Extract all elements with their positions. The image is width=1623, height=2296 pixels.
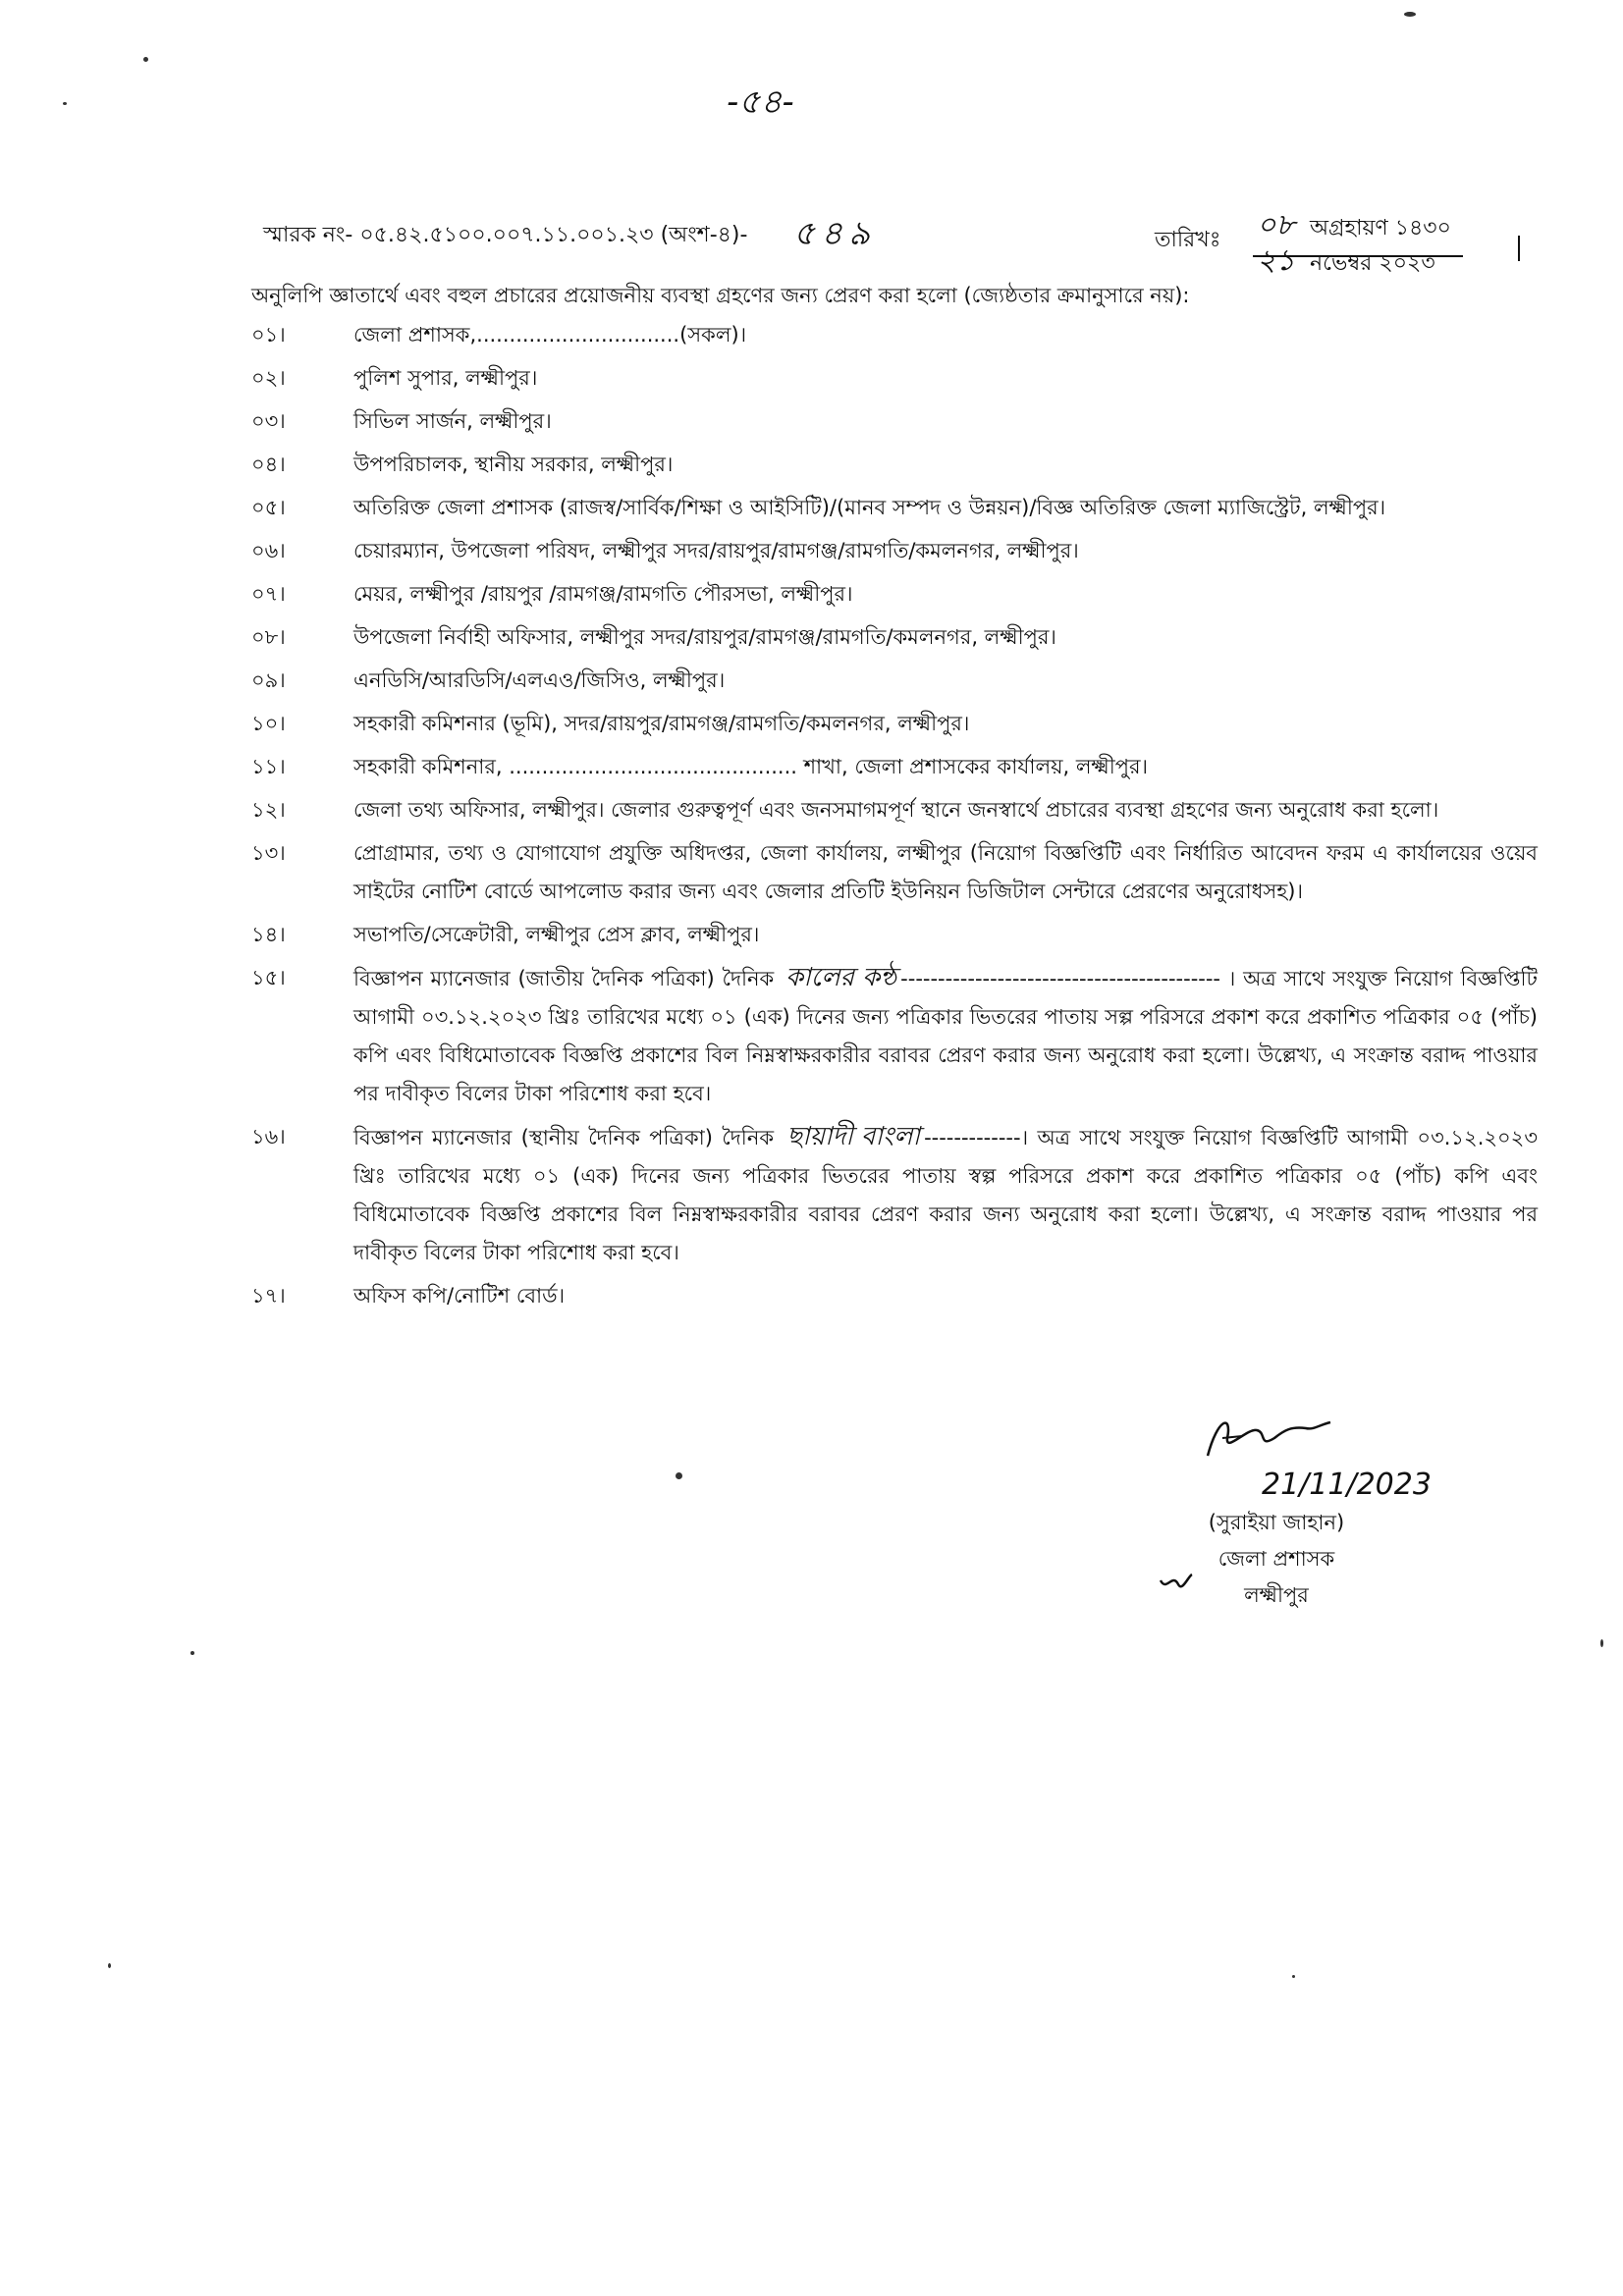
list-item: [251, 662, 1538, 700]
item-number: ০১।: [251, 323, 286, 347]
page-number: -৫৪-: [727, 82, 794, 122]
signature-handwritten-date: 21/11/2023: [1262, 1468, 1432, 1502]
date-bengali-month-year: অগ্রহায়ণ ১৪৩০: [1309, 216, 1451, 240]
item-number: ০৭।: [251, 582, 286, 606]
item-text: মেয়র, লক্ষ্মীপুর /রায়পুর /রামগঞ্জ/রামগতি পৌরসভা, লক্ষ্মীপুর।: [353, 582, 853, 606]
item-number: ১২।: [251, 798, 286, 822]
item-text: [353, 1118, 1538, 1272]
signatory-location: লক্ষ্মীপুর: [1244, 1583, 1309, 1607]
list-item: [251, 446, 1538, 484]
item-text: সহকারী কমিশনার, ............................................ শাখা, জেলা প্রশাসকের কার্যালয়, লক্ষ্মীপুর।: [353, 755, 1149, 778]
list-item: [251, 748, 1538, 786]
scan-speck: [1404, 12, 1416, 17]
item-text: সভাপতি/সেক্রেটারী, লক্ষ্মীপুর প্রেস ক্লাব, লক্ষ্মীপুর।: [353, 923, 760, 946]
date-block: [1155, 201, 1528, 278]
date-english-month-year: নভেম্বর ২০২৩: [1309, 251, 1435, 276]
item-number: ০৯।: [251, 668, 286, 692]
item-text: এনডিসি/আরডিসি/এলএও/জিসিও, লক্ষ্মীপুর।: [353, 668, 726, 692]
item-number: ১৫।: [251, 966, 286, 989]
list-item: [251, 489, 1538, 527]
date-bengali-day: ০৮: [1257, 208, 1295, 242]
date-english-day: ২১: [1257, 243, 1295, 278]
scan-speck: [63, 102, 67, 105]
scan-speck: [108, 1963, 111, 1968]
signatory-title: জেলা প্রশাসক: [1217, 1547, 1335, 1571]
scan-speck: [1292, 1975, 1295, 1978]
list-item: [251, 834, 1538, 911]
memo-handwritten-number: ৫৪৯: [793, 214, 877, 253]
item-text-body: ------------------------------------------- । অত্র সাথে সংযুক্ত নিয়োগ বিজ্ঞপ্তিটি আগামী ০৩.১২.২০২৩ খ্রিঃ তারিখের মধ্যে ০১ (এক) দিনের জন্য পত্রিকার ভিতরের পাতায় সল্প পরিসরে প্রকাশ করে প্রকাশিত পত্রিকার ০৫ (পাঁচ) কপি এবং বিধিমোতাবেক বিজ্ঞপ্তি প্রকাশের বিল নিম্নস্বাক্ষরকারীর বরাবর প্রেরণ করার জন্য অনুরোধ করা হলো। উল্লেখ্য, এ সংক্রান্ত বরাদ্দ পাওয়ার পর দাবীকৃত বিলের টাকা পরিশোধ করা হবে।: [353, 967, 1538, 1105]
signature-scrawl-icon: [1198, 1409, 1335, 1468]
memo-number: স্মারক নং- ০৫.৪২.৫১০০.০০৭.১১.০০১.২৩ (অংশ-৪)-: [263, 223, 748, 247]
list-item: [251, 1277, 1538, 1315]
item-number: ০৫।: [251, 496, 286, 519]
scan-speck: [190, 1651, 194, 1655]
item-text: উপজেলা নির্বাহী অফিসার, লক্ষ্মীপুর সদর/রায়পুর/রামগঞ্জ/রামগতি/কমলনগর, লক্ষ্মীপুর।: [353, 625, 1056, 649]
item-text: পুলিশ সুপার, লক্ষ্মীপুর।: [353, 366, 538, 390]
item-text: জেলা প্রশাসক,...............................(সকল)।: [353, 323, 747, 347]
item-number: ১৬।: [251, 1125, 286, 1148]
item-text: অতিরিক্ত জেলা প্রশাসক (রাজস্ব/সার্বিক/শিক্ষা ও আইসিটি)/(মানব সম্পদ ও উন্নয়ন)/বিজ্ঞ অতিরিক্ত জেলা ম্যাজিস্ট্রেট, লক্ষ্মীপুর।: [353, 496, 1386, 519]
item-text: জেলা তথ্য অফিসার, লক্ষ্মীপুর। জেলার গুরুত্বপূর্ণ এবং জনসমাগমপূর্ণ স্থানে জনস্বার্থে প্রচারের ব্যবস্থা গ্রহণের জন্য অনুরোধ করা হলো।: [353, 798, 1439, 822]
item-text: [353, 959, 1538, 1113]
signature-block: [1149, 1409, 1502, 1605]
item-text: উপপরিচালক, স্থানীয় সরকার, লক্ষ্মীপুর।: [353, 453, 674, 476]
list-item: [251, 316, 1538, 354]
item-number: ০২।: [251, 366, 286, 390]
date-label: তারিখঃ: [1155, 228, 1221, 252]
list-item: [251, 618, 1538, 657]
list-item: [251, 916, 1538, 954]
intro-text: অনুলিপি জ্ঞাতার্থে এবং বহুল প্রচারের প্রয়োজনীয় ব্যবস্থা গ্রহণের জন্য প্রেরণ করা হলো (জ্যেষ্ঠতার ক্রমানুসারে নয়):: [251, 284, 1190, 307]
item-text-lead: বিজ্ঞাপন ম্যানেজার (জাতীয় দৈনিক পত্রিকা) দৈনিক: [353, 967, 775, 990]
initial-mark-icon: [1157, 1567, 1196, 1596]
item-text: অফিস কপি/নোটিশ বোর্ড।: [353, 1284, 566, 1308]
list-item: [251, 532, 1538, 570]
item-text: সহকারী কমিশনার (ভূমি), সদর/রায়পুর/রামগঞ্জ/রামগতি/কমলনগর, লক্ষ্মীপুর।: [353, 712, 970, 735]
list-item: [251, 791, 1538, 829]
item-number: ০৮।: [251, 625, 286, 649]
newspaper-name-handwritten: কালের কন্ঠ: [785, 963, 897, 992]
item-number: ১০।: [251, 712, 286, 735]
list-item: [251, 575, 1538, 614]
item-number: ০৬।: [251, 539, 286, 562]
item-text: প্রোগ্রামার, তথ্য ও যোগাযোগ প্রযুক্তি অধিদপ্তর, জেলা কার্যালয়, লক্ষ্মীপুর (নিয়োগ বিজ্ঞপ্তিটি এবং নির্ধারিত আবেদন ফরম এ কার্যালয়ের ওয়েব সাইটের নোটিশ বোর্ডে আপলোড করার জন্য এবং জেলার প্রতিটি ইউনিয়ন ডিজিটাল সেন্টারে প্রেরণের অনুরোধসহ)।: [353, 841, 1538, 903]
scan-speck: [676, 1472, 682, 1479]
scan-speck: [1600, 1639, 1603, 1647]
item-number: ১১।: [251, 755, 286, 778]
list-item: [251, 705, 1538, 743]
newspaper-name-handwritten: ছায়াদী বাংলা: [786, 1122, 921, 1151]
list-item-local-newspaper: [251, 1118, 1538, 1272]
item-text: সিভিল সার্জন, লক্ষ্মীপুর।: [353, 409, 552, 433]
date-divider: [1518, 236, 1520, 261]
item-text-body: -------------। অত্র সাথে সংযুক্ত নিয়োগ বিজ্ঞপ্তিটি আগামী ০৩.১২.২০২৩ খ্রিঃ তারিখের মধ্যে ০১ (এক) দিনের জন্য পত্রিকার ভিতরের পাতায় স্বল্প পরিসরে প্রকাশ করে প্রকাশিত পত্রিকার ০৫ (পাঁচ) কপি এবং বিধিমোতাবেক বিজ্ঞপ্তি প্রকাশের বিল নিম্নস্বাক্ষরকারীর বরাবর প্রেরণ করার জন্য অনুরোধ করা হলো। উল্লেখ্য, এ সংক্রান্ত বরাদ্দ পাওয়ার পর দাবীকৃত বিলের টাকা পরিশোধ করা হবে।: [353, 1126, 1538, 1264]
list-item: [251, 359, 1538, 398]
list-item-national-newspaper: [251, 959, 1538, 1113]
item-number: ০৪।: [251, 453, 286, 476]
item-number: ০৩।: [251, 409, 286, 433]
item-number: ১৩।: [251, 841, 286, 865]
item-number: ১৪।: [251, 923, 286, 946]
list-item: [251, 402, 1538, 441]
scan-speck: [143, 57, 148, 62]
item-text: চেয়ারম্যান, উপজেলা পরিষদ, লক্ষ্মীপুর সদর/রায়পুর/রামগঞ্জ/রামগতি/কমলনগর, লক্ষ্মীপুর।: [353, 539, 1079, 562]
signatory-name: (সুরাইয়া জাহান): [1208, 1511, 1345, 1534]
distribution-list: [251, 316, 1538, 1320]
item-number: ১৭।: [251, 1284, 286, 1308]
item-text-lead: বিজ্ঞাপন ম্যানেজার (স্থানীয় দৈনিক পত্রিকা) দৈনিক: [353, 1126, 775, 1149]
